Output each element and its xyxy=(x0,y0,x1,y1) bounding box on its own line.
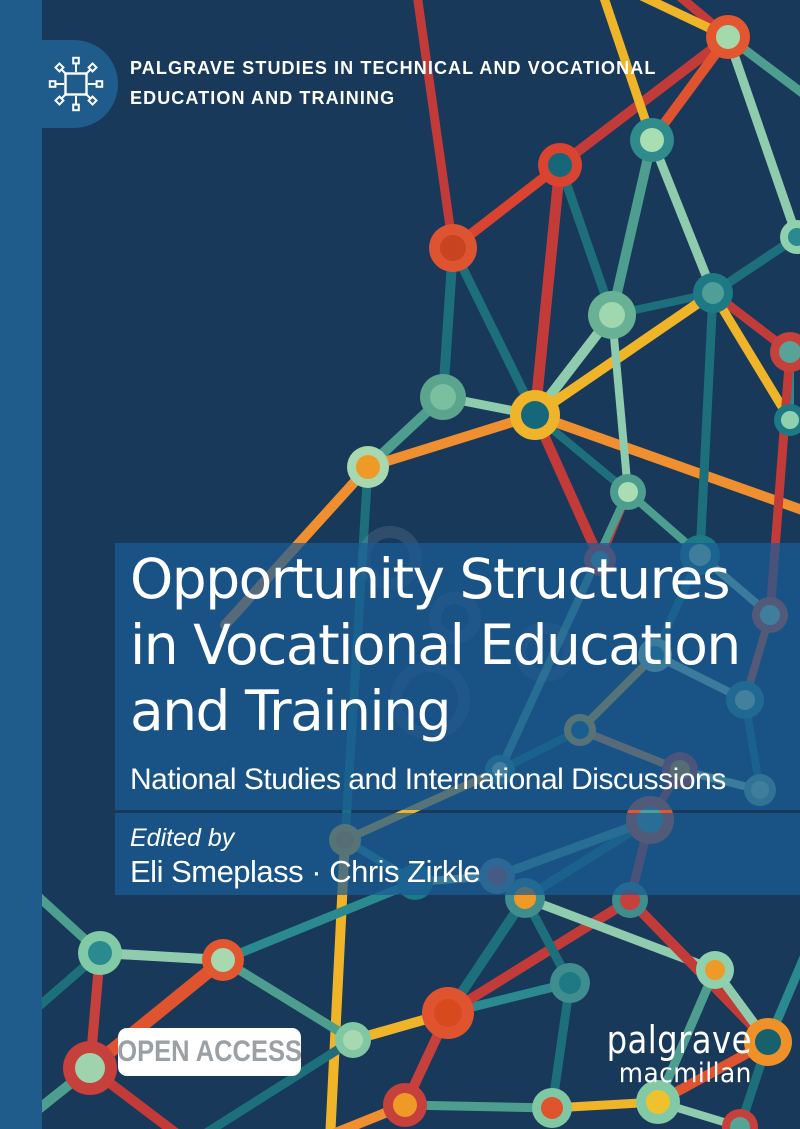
open-access-badge xyxy=(118,1028,301,1076)
book-subtitle: National Studies and International Discussions xyxy=(130,763,726,796)
series-title-line2: EDUCATION AND TRAINING xyxy=(130,88,396,108)
series-title xyxy=(130,53,656,113)
book-title xyxy=(130,546,740,744)
publisher-imprint: macmillan xyxy=(618,1058,752,1089)
book-title-line2: in Vocational Education xyxy=(130,613,740,677)
publisher-name: palgrave xyxy=(606,1018,752,1062)
edited-by-label: Edited by xyxy=(130,824,235,852)
open-access-label: OPEN ACCESS xyxy=(117,1035,302,1068)
publisher-logo xyxy=(581,1018,752,1089)
series-title-line1: PALGRAVE STUDIES IN TECHNICAL AND VOCATIONAL xyxy=(130,58,657,78)
left-accent-strip xyxy=(0,0,42,1129)
book-title-line1: Opportunity Structures xyxy=(130,547,730,611)
editor-names: Eli Smeplass · Chris Zirkle xyxy=(130,854,480,889)
network-node-icon xyxy=(45,53,107,115)
series-logo-badge xyxy=(42,40,118,128)
book-title-line3: and Training xyxy=(130,679,450,743)
